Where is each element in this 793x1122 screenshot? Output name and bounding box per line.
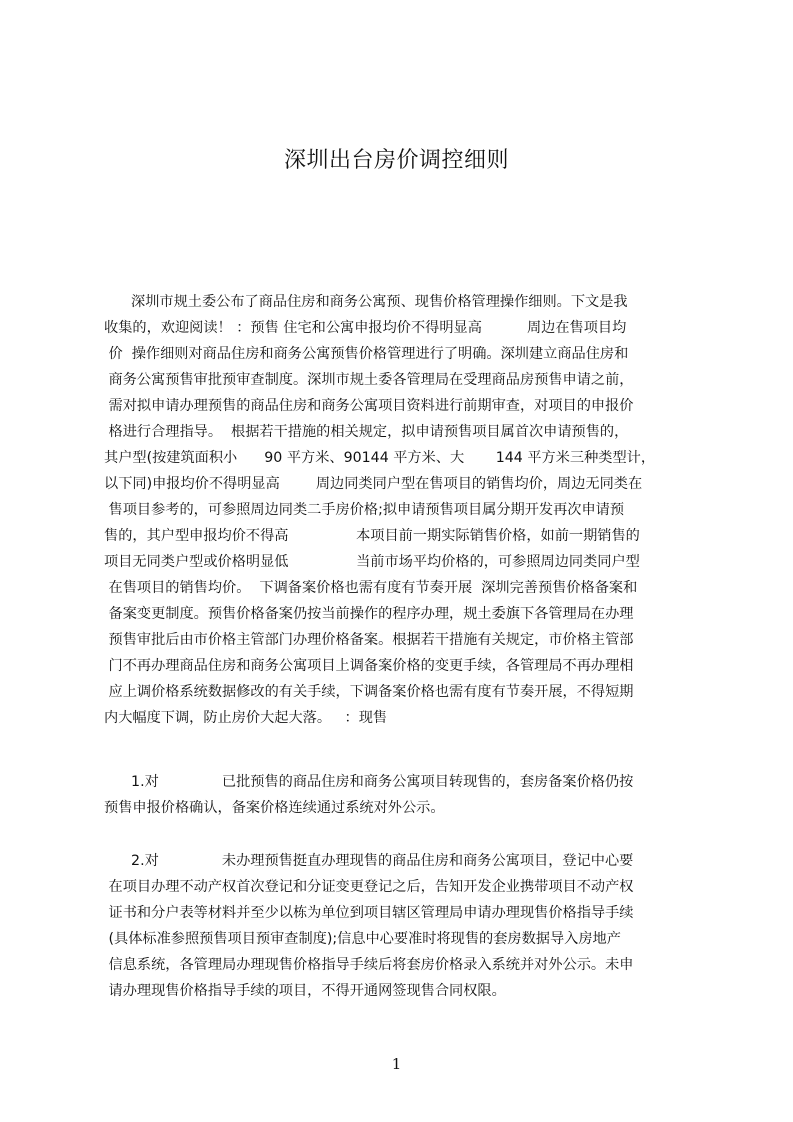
text-line: 在项目办理不动产权首次登记和分证变更登记之后，告知开发企业携带项目不动产权	[104, 879, 634, 895]
text-line: 项目无同类户型或价格明显低 当前市场平均价格的，可参照周边同类同户型	[104, 554, 640, 570]
text-line: 门不再办理商品住房和商务公寓项目上调备案价格的变更手续，各管理局不再办理相	[104, 658, 634, 674]
text-line: 内大幅度下调，防止房价大起大落。 ：现售	[104, 710, 388, 726]
text-line: 商务公寓预售审批预审查制度。深圳市规土委各管理局在受理商品房预售申请之前，	[104, 372, 634, 388]
text-line: 应上调价格系统数据修改的有关手续，下调备案价格也需有度有节奏开展，不得短期	[104, 684, 634, 700]
page-number: 1	[391, 1055, 402, 1073]
text-line: 证书和分户表等材料并至少以栋为单位到项目辖区管理局申请办理现售价格指导手续	[104, 905, 634, 921]
text-line: 预售审批后由市价格主管部门办理价格备案。根据若干措施有关规定，市价格主管部	[104, 632, 634, 648]
paragraph-intro	[104, 289, 712, 731]
text-line: 备案变更制度。预售价格备案仍按当前操作的程序办理，规土委旗下各管理局在办理	[104, 606, 634, 622]
text-line: 信息系统，各管理局办理现售价格指导手续后将套房价格录入系统并对外公示。未申	[104, 957, 634, 973]
text-line: 请办理现售价格指导手续的项目，不得开通网签现售合同权限。	[104, 983, 506, 999]
text-line: 价 操作细则对商品住房和商务公寓预售价格管理进行了明确。深圳建立商品住房和	[104, 346, 629, 362]
text-line: 预售申报价格确认，备案价格连续通过系统对外公示。	[104, 800, 445, 816]
text-line: 格进行合理指导。 根据若干措施的相关规定，拟申请预售项目属首次申请预售的，	[104, 424, 629, 440]
text-line: 其户型(按建筑面积小 90 平方米、90144 平方米、大 144 平方米三种类型计，	[104, 450, 656, 466]
text-line: (具体标准参照预售项目预审查制度);信息中心要准时将现售的套房数据导入房地产	[104, 931, 621, 947]
text-line: 需对拟申请办理预售的商品住房和商务公寓项目资料进行前期审查，对项目的申报价	[104, 398, 634, 414]
text-line: 在售项目的销售均价。 下调备案价格也需有度有节奏开展 深圳完善预售价格备案和	[104, 580, 638, 596]
text-line: 以下同)申报均价不得明显高 周边同类同户型在售项目的销售均价，周边无同类在	[104, 476, 643, 492]
text-line: 深圳市规土委公布了商品住房和商务公寓预、现售价格管理操作细则。下文是我	[104, 294, 628, 310]
text-line: 售的，其户型申报均价不得高 本项目前一期实际销售价格，如前一期销售的	[104, 528, 640, 544]
paragraph-item-1	[104, 769, 712, 821]
text-line: 1.对 已批预售的商品住房和商务公寓项目转现售的，套房备案价格仍按	[104, 774, 634, 790]
text-line: 收集的，欢迎阅读！ ：预售 住宅和公寓申报均价不得明显高 周边在售项目均	[104, 320, 627, 336]
paragraph-item-2	[104, 848, 712, 1004]
text-line: 2.对 未办理预售挺直办理现售的商品住房和商务公寓项目，登记中心要	[104, 853, 634, 869]
document-title: 深圳出台房价调控细则	[283, 148, 509, 173]
text-line: 售项目参考的，可参照周边同类二手房价格;拟申请预售项目属分期开发再次申请预	[104, 502, 625, 518]
